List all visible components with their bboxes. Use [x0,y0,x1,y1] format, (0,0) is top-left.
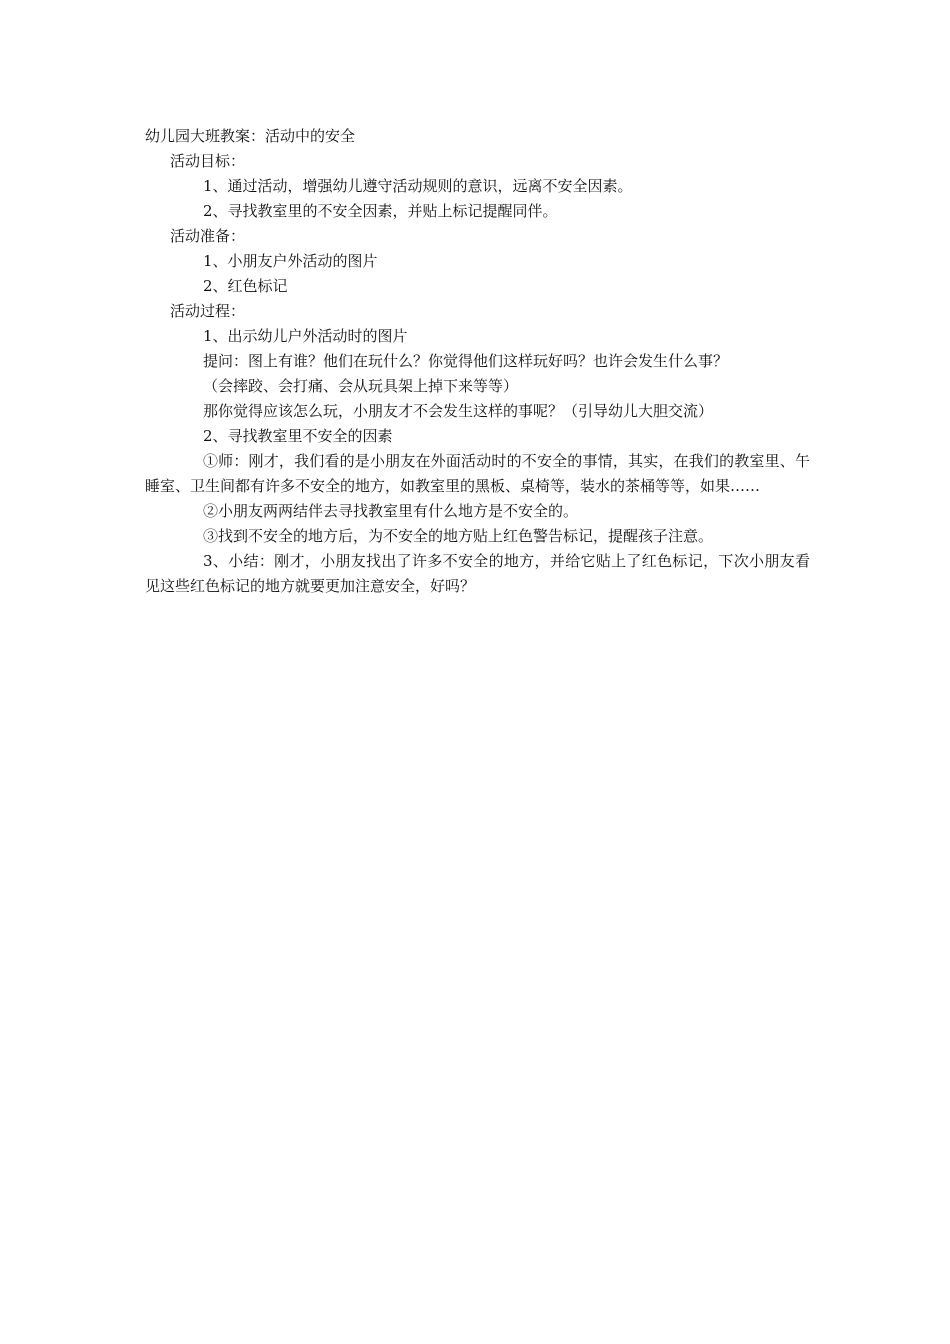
goals-heading: 活动目标： [170,152,246,170]
process-answer: （会摔跤、会打痛、会从玩具架上掉下来等等） [203,377,519,395]
prep-item: 2、红色标记 [203,277,288,295]
prep-item: 1、小朋友户外活动的图片 [203,252,378,270]
document-body [145,124,810,599]
prep-heading: 活动准备： [170,227,246,245]
process-item-2: ②小朋友两两结伴去寻找教室里有什么地方是不安全的。 [203,502,579,520]
process-step-1: 1、出示幼儿户外活动时的图片 [203,327,408,345]
goal-item: 2、寻找教室里的不安全因素，并贴上标记提醒同伴。 [203,202,558,220]
process-item-3: ③找到不安全的地方后，为不安全的地方贴上红色警告标记，提醒孩子注意。 [203,527,714,545]
process-followup: 那你觉得应该怎么玩，小朋友才不会发生这样的事呢？（引导幼儿大胆交流） [203,402,714,420]
document-title: 幼儿园大班教案：活动中的安全 [145,127,356,145]
process-step-3: 3、小结：刚才，小朋友找出了许多不安全的地方，并给它贴上了红色标记，下次小朋友看见这些红色标记的地方就要更加注意安全，好吗？ [145,552,810,595]
goal-item: 1、通过活动，增强幼儿遵守活动规则的意识，远离不安全因素。 [203,177,633,195]
process-heading: 活动过程： [170,302,246,320]
process-question: 提问：图上有谁？他们在玩什么？你觉得他们这样玩好吗？也许会发生什么事？ [203,352,729,370]
process-item-1: ①师：刚才，我们看的是小朋友在外面活动时的不安全的事情，其实，在我们的教室里、午睡室、卫生间都有许多不安全的地方，如教室里的黑板、桌椅等，装水的茶桶等等，如果…… [145,452,810,495]
process-step-2: 2、寻找教室里不安全的因素 [203,427,393,445]
